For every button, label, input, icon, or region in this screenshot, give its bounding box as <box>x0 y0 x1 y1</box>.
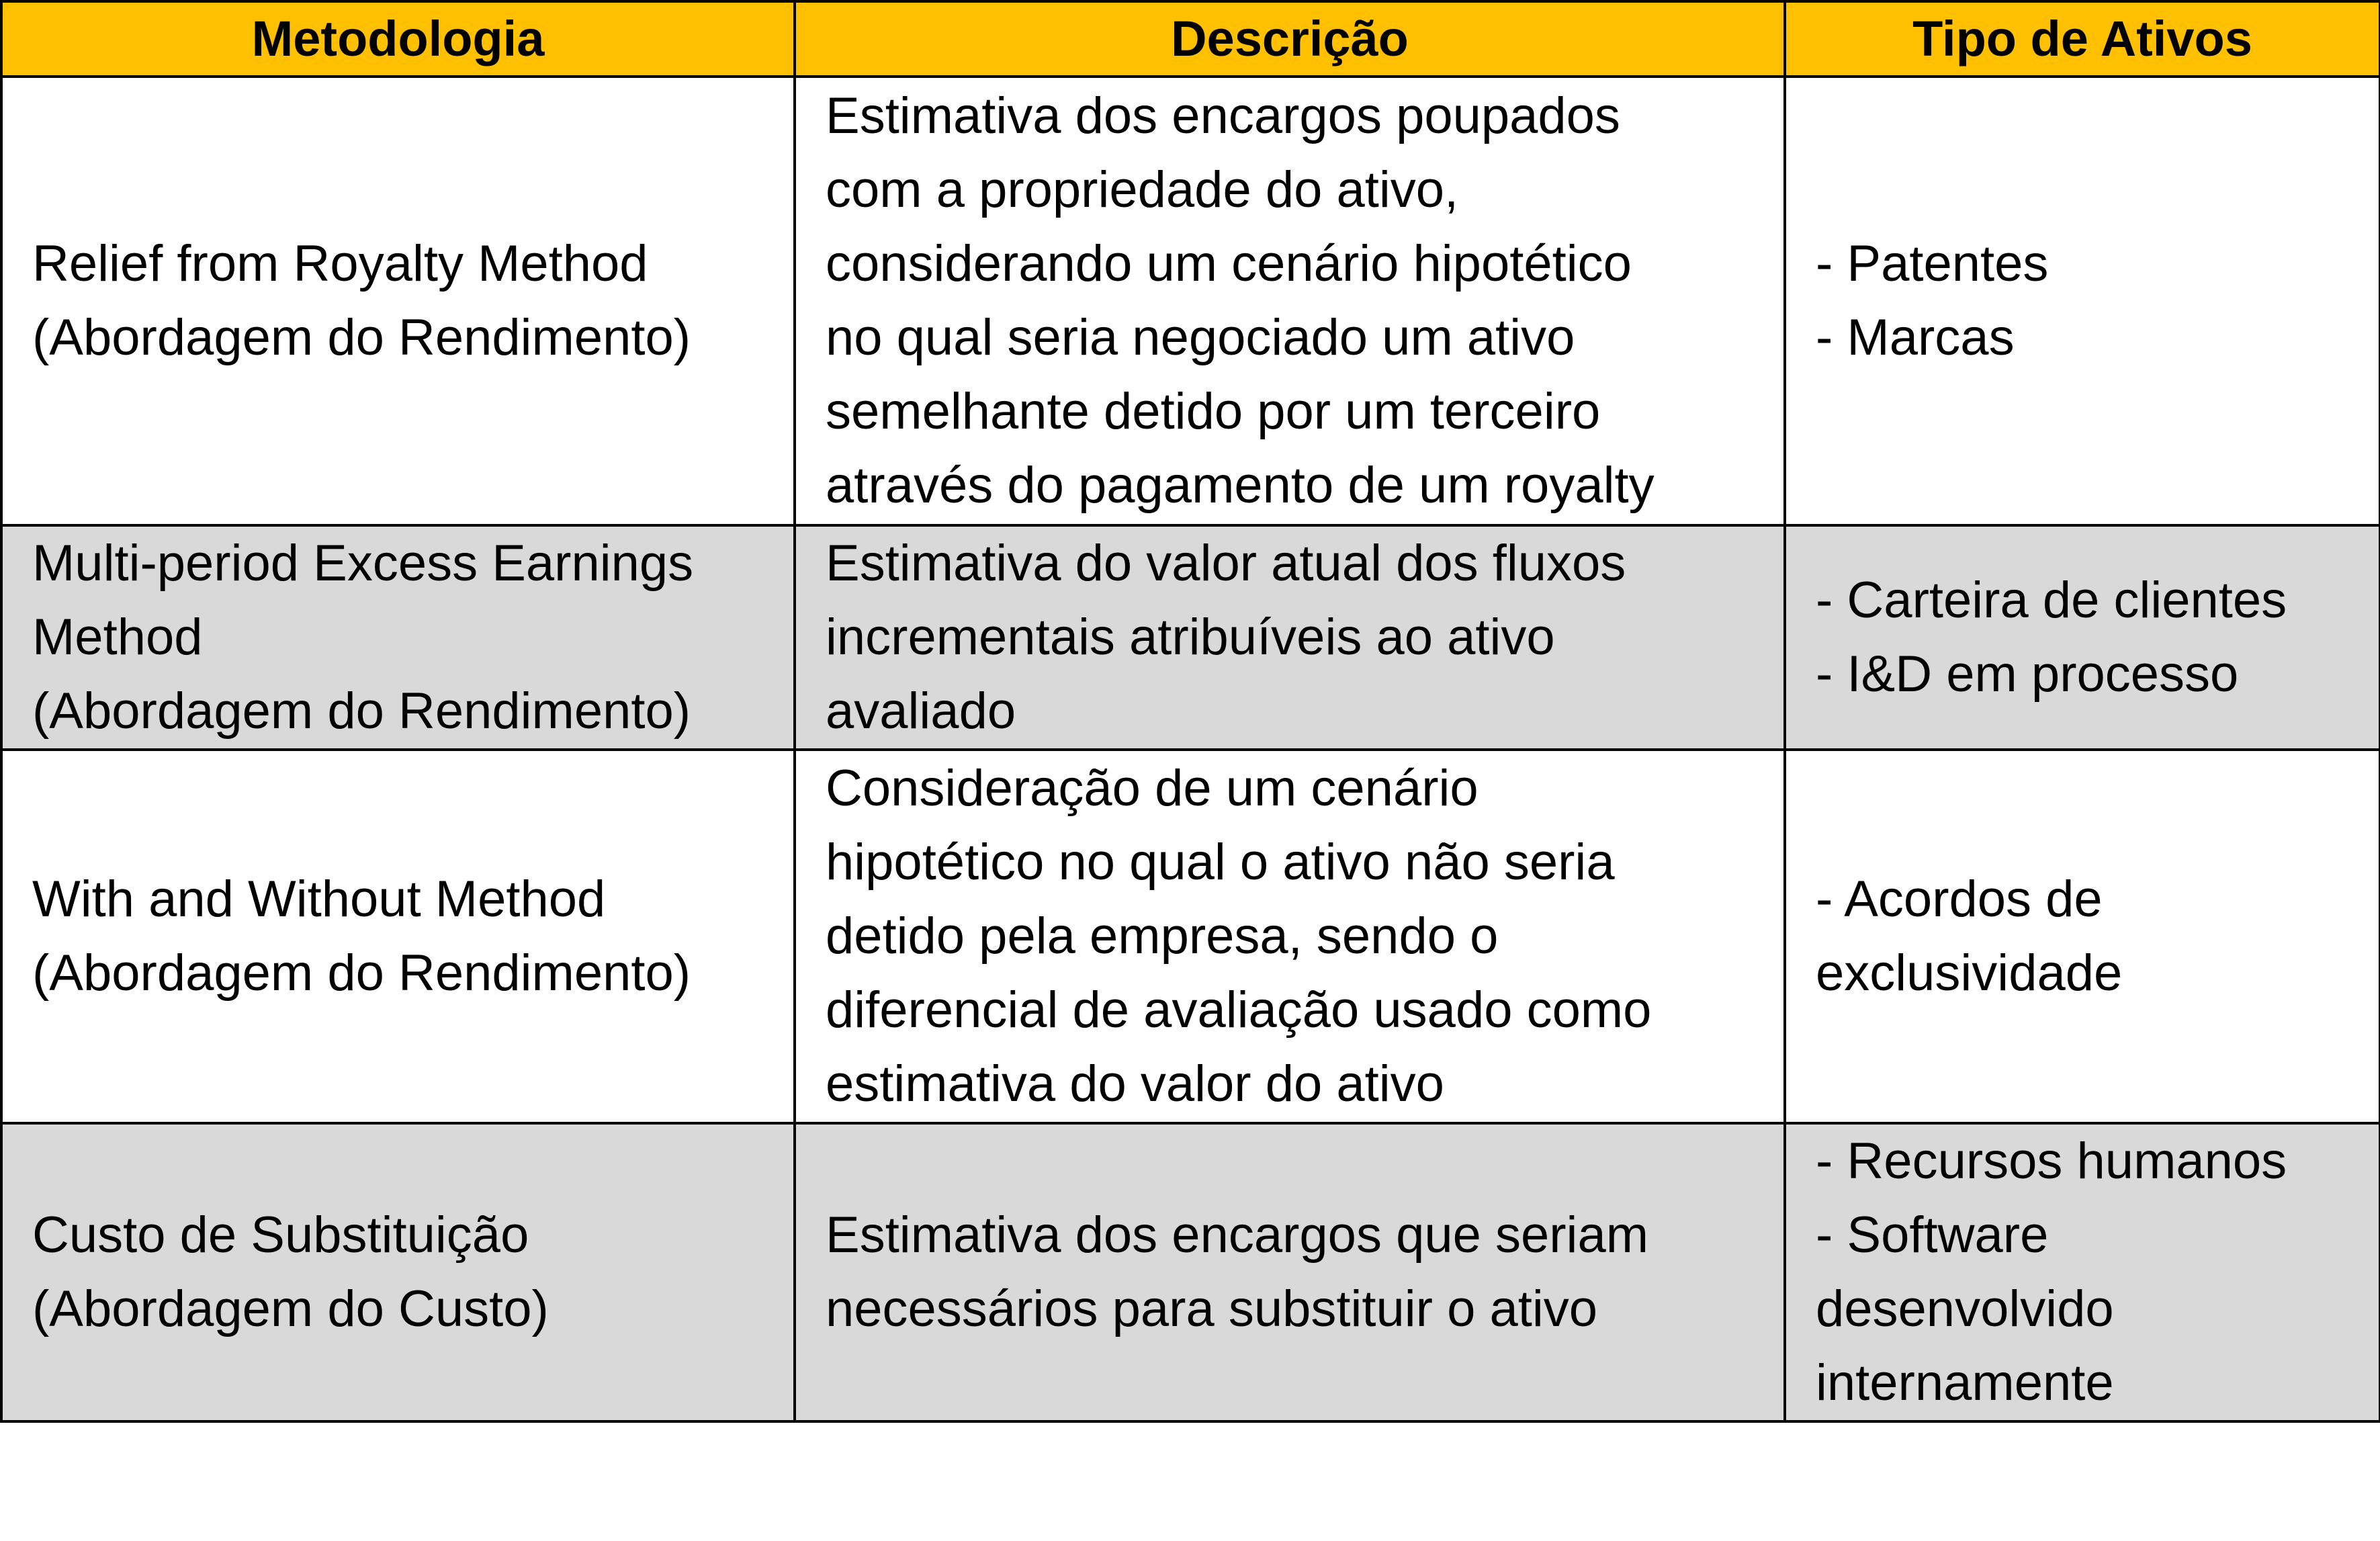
table-row <box>1 750 2380 1123</box>
description-line: diferencial de avaliação usado como <box>826 981 1652 1039</box>
description-line: no qual seria negociado um ativo <box>826 309 1575 366</box>
description-line: detido pela empresa, sendo o <box>826 908 1499 965</box>
description-cell <box>795 1123 1785 1421</box>
methodology-line: Custo de Substituição <box>32 1206 529 1264</box>
description-line: incrementais atribuíveis ao ativo <box>826 609 1555 666</box>
header-tipo-de-ativos: Tipo de Ativos <box>1785 1 2380 77</box>
methodology-line: (Abordagem do Rendimento) <box>32 944 691 1002</box>
description-cell <box>795 525 1785 750</box>
methodology-line: With and Without Method <box>32 871 606 928</box>
header-row <box>1 1 2380 77</box>
asset-types-cell <box>1785 750 2380 1123</box>
asset-type-line: - Recursos humanos <box>1816 1133 2287 1190</box>
methodology-line: (Abordagem do Custo) <box>32 1280 549 1337</box>
asset-type-line: desenvolvido <box>1816 1280 2114 1337</box>
methodology-cell <box>1 1123 795 1421</box>
table-row <box>1 77 2380 525</box>
asset-types-cell <box>1785 525 2380 750</box>
asset-type-line: internamente <box>1816 1354 2114 1411</box>
asset-type-line: - Patentes <box>1816 235 2049 292</box>
description-line: Consideração de um cenário <box>826 760 1479 817</box>
description-line: Estimativa dos encargos poupados <box>826 87 1620 144</box>
asset-type-line: - Marcas <box>1816 309 2015 366</box>
description-line: avaliado <box>826 683 1016 740</box>
methodology-line: Relief from Royalty Method <box>32 235 648 292</box>
methodology-cell <box>1 750 795 1123</box>
description-line: necessários para substituir o ativo <box>826 1280 1598 1337</box>
header-descricao: Descrição <box>795 1 1785 77</box>
table-row <box>1 525 2380 750</box>
asset-type-line: - Carteira de clientes <box>1816 572 2287 629</box>
description-line: considerando um cenário hipotético <box>826 235 1632 292</box>
methodology-line: (Abordagem do Rendimento) <box>32 309 691 366</box>
asset-type-line: - Acordos de <box>1816 871 2103 928</box>
description-cell <box>795 77 1785 525</box>
methodology-cell <box>1 525 795 750</box>
asset-type-line: - Software <box>1816 1206 2049 1264</box>
description-line: semelhante detido por um terceiro <box>826 383 1601 440</box>
header-metodologia: Metodologia <box>1 1 795 77</box>
asset-types-cell <box>1785 77 2380 525</box>
description-line: Estimativa dos encargos que seriam <box>826 1206 1649 1264</box>
description-line: hipotético no qual o ativo não seria <box>826 834 1615 891</box>
asset-type-line: - I&D em processo <box>1816 646 2239 703</box>
asset-type-line: exclusividade <box>1816 944 2123 1002</box>
table-row <box>1 1123 2380 1421</box>
asset-types-cell <box>1785 1123 2380 1421</box>
description-line: com a propriedade do ativo, <box>826 161 1459 218</box>
methodology-line: Method <box>32 609 203 666</box>
description-line: estimativa do valor do ativo <box>826 1055 1444 1112</box>
methodology-line: (Abordagem do Rendimento) <box>32 683 691 740</box>
methodology-cell <box>1 77 795 525</box>
methodology-line: Multi-period Excess Earnings <box>32 535 694 592</box>
description-line: através do pagamento de um royalty <box>826 457 1655 514</box>
description-cell <box>795 750 1785 1123</box>
description-line: Estimativa do valor atual dos fluxos <box>826 535 1626 592</box>
